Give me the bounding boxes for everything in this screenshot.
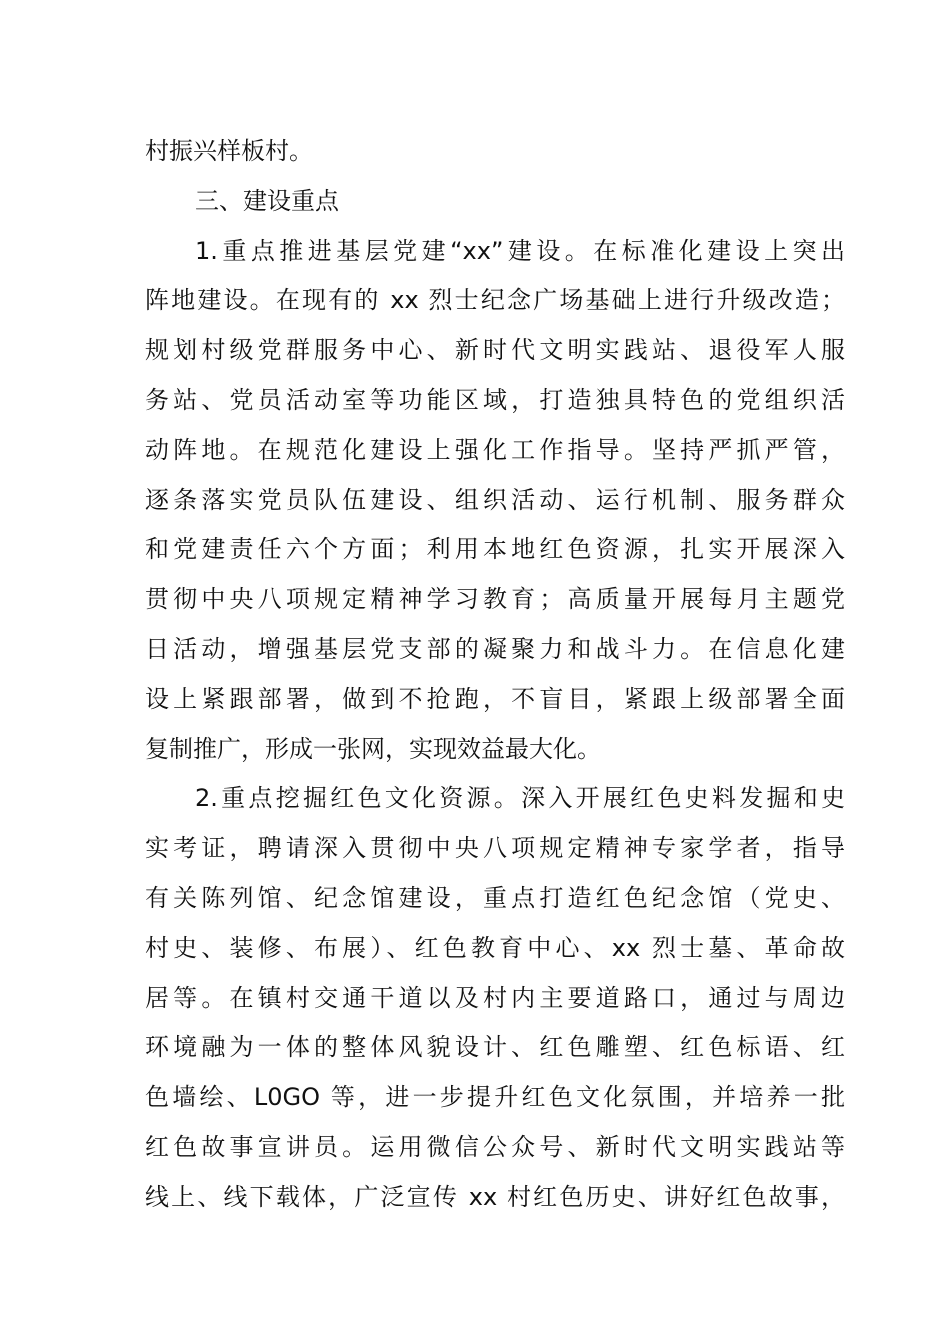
text-line: 动阵地。在规范化建设上强化工作指导。坚持严抓严管， bbox=[145, 435, 845, 464]
text-line: 线上、线下载体，广泛宣传 xx 村红色历史、讲好红色故事， bbox=[145, 1182, 845, 1211]
text-line: 居等。在镇村交通干道以及村内主要道路口，通过与周边 bbox=[145, 983, 845, 1012]
text-line: 和党建责任六个方面；利用本地红色资源，扎实开展深入 bbox=[145, 535, 845, 564]
text-line: 设上紧跟部署，做到不抢跑，不盲目，紧跟上级部署全面 bbox=[145, 684, 845, 713]
text-line: 务站、党员活动室等功能区域，打造独具特色的党组织活 bbox=[145, 385, 845, 414]
text-line: 逐条落实党员队伍建设、组织活动、运行机制、服务群众 bbox=[145, 485, 845, 514]
text-line: 村振兴样板村。 bbox=[145, 137, 313, 165]
text-line: 有关陈列馆、纪念馆建设，重点打造红色纪念馆（党史、 bbox=[145, 883, 845, 912]
body-text bbox=[145, 127, 845, 1223]
text-line: 1.重点推进基层党建“xx”建设。在标准化建设上突出 bbox=[195, 236, 845, 265]
text-line: 阵地建设。在现有的 xx 烈士纪念广场基础上进行升级改造； bbox=[145, 286, 845, 315]
text-line: 实考证，聘请深入贯彻中央八项规定精神专家学者，指导 bbox=[145, 834, 845, 863]
text-line: 规划村级党群服务中心、新时代文明实践站、退役军人服 bbox=[145, 336, 845, 365]
text-line: 2.重点挖掘红色文化资源。深入开展红色史料发掘和史 bbox=[195, 784, 845, 813]
text-line: 复制推广，形成一张网，实现效益最大化。 bbox=[145, 734, 601, 763]
text-line: 村史、装修、布展）、红色教育中心、xx 烈士墓、革命故 bbox=[145, 933, 845, 962]
text-line: 色墙绘、L0GO 等，进一步提升红色文化氛围，并培养一批 bbox=[145, 1083, 845, 1112]
section-heading: 三、建设重点 bbox=[195, 186, 339, 215]
text-line: 日活动，增强基层党支部的凝聚力和战斗力。在信息化建 bbox=[145, 634, 845, 663]
text-line: 红色故事宣讲员。运用微信公众号、新时代文明实践站等 bbox=[145, 1132, 845, 1161]
text-line: 贯彻中央八项规定精神学习教育；高质量开展每月主题党 bbox=[145, 585, 845, 614]
text-line: 环境融为一体的整体风貌设计、红色雕塑、红色标语、红 bbox=[145, 1033, 845, 1062]
